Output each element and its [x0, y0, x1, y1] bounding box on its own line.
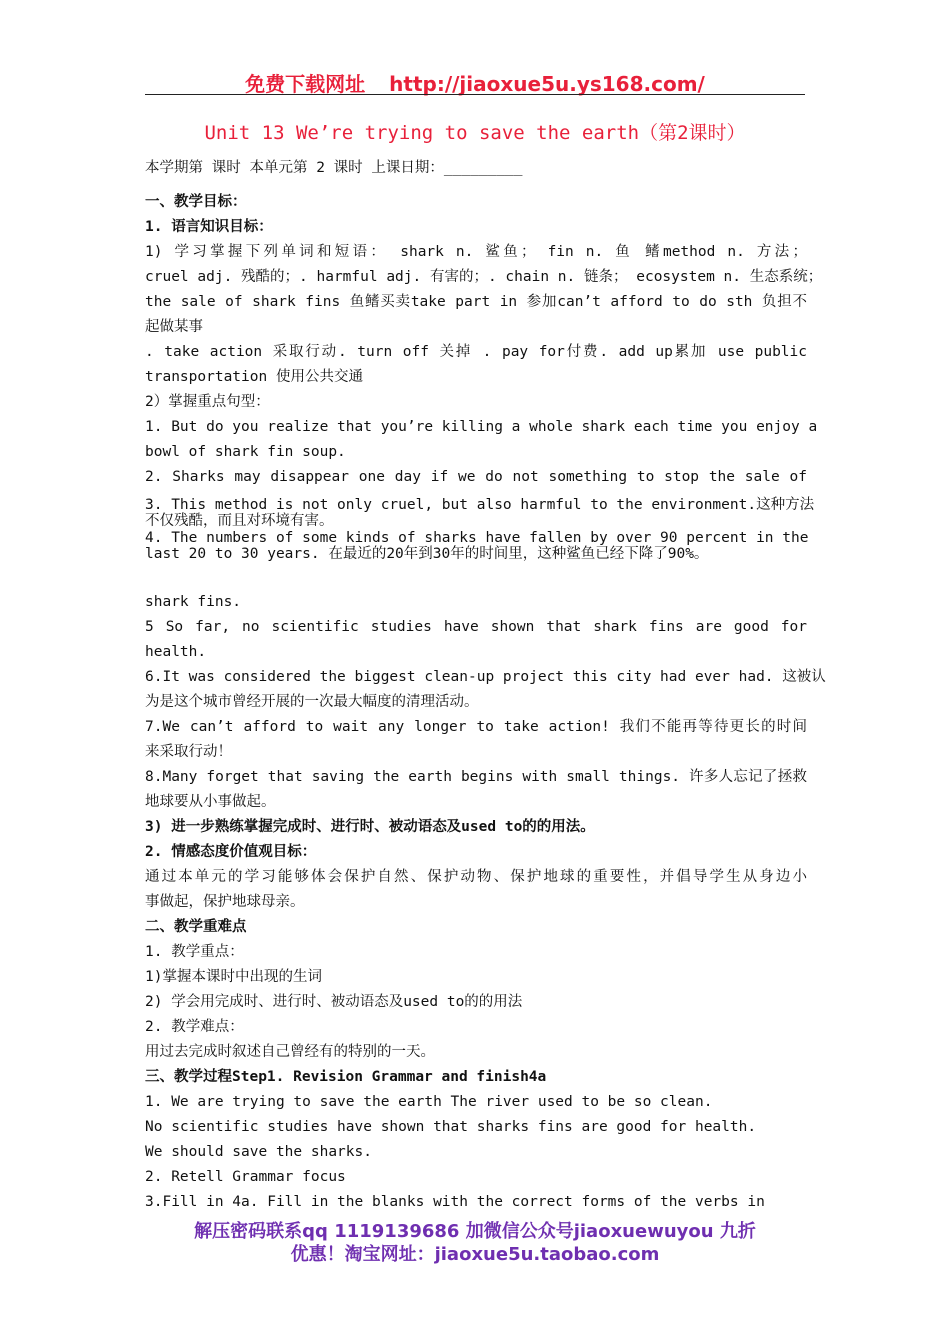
text-line: 3. This method is not only cruel, but also harmful to the environment.这种方法	[145, 497, 815, 513]
text-line: last 20 to 30 years. 在最近的20年到30年的时间里，这种鲨鱼已经下降了90%。	[145, 546, 709, 562]
text-line: cruel adj. 残酷的；. harmful adj. 有害的；. chain n. 链条； ecosystem n. 生态系统；	[145, 269, 823, 285]
text-line: 1)掌握本课时中出现的生词	[145, 969, 322, 985]
subsection-heading: 2. 情感态度价值观目标：	[145, 844, 317, 860]
text-line: the sale of shark fins 鱼鳍买卖take part in 参加can’t afford to do sth 负担不	[145, 294, 807, 310]
text-line: 事做起，保护地球母亲。	[145, 894, 305, 910]
text-line: 1. 教学重点：	[145, 944, 244, 960]
header-divider	[145, 94, 805, 95]
text-line: 3.Fill in 4a. Fill in the blanks with the correct forms of the verbs in	[145, 1194, 765, 1210]
text-line: transportation 使用公共交通	[145, 369, 363, 385]
text-line: 为是这个城市曾经开展的一次最大幅度的清理活动。	[145, 694, 479, 710]
text-line: 1) 学习掌握下列单词和短语： shark n. 鲨鱼； fin n. 鱼 鳍method n. 方法；	[145, 244, 807, 260]
text-line: 1. But do you realize that you’re killing a whole shark each time you enjoy a	[145, 419, 818, 435]
text-line: 地球要从小事做起。	[145, 794, 276, 810]
header-url[interactable]: http://jiaoxue5u.ys168.com/	[389, 72, 705, 96]
section-heading: 三、教学过程Step1. Revision Grammar and finish4a	[145, 1069, 547, 1085]
section-heading: 一、教学目标：	[145, 194, 247, 210]
footer-line-1: 解压密码联系qq 1119139686 加微信公众号jiaoxuewuyou 九折	[194, 1221, 756, 1242]
text-line: 2) 学会用完成时、进行时、被动语态及used to的的用法	[145, 994, 523, 1010]
text-line: health.	[145, 644, 207, 660]
page-footer	[145, 1220, 805, 1266]
text-line: 4. The numbers of some kinds of sharks have fallen by over 90 percent in the	[145, 530, 809, 546]
text-line: No scientific studies have shown that sharks fins are good for health.	[145, 1119, 757, 1135]
text-line: 8.Many forget that saving the earth begins with small things. 许多人忘记了拯救	[145, 769, 807, 785]
text-line: We should save the sharks.	[145, 1144, 372, 1160]
text-line: 7.We can’t afford to wait any longer to take action! 我们不能再等待更长的时间	[145, 719, 807, 735]
text-line: 2. Retell Grammar focus	[145, 1169, 346, 1185]
text-line: 通过本单元的学习能够体会保护自然、保护动物、保护地球的重要性，并倡导学生从身边小	[145, 869, 807, 885]
text-line: . take action 采取行动. turn off 关掉 . pay for付费. add up累加 use public	[145, 344, 807, 360]
text-line: 5 So far, no scientific studies have shown that shark fins are good for	[145, 619, 807, 635]
text-line: 用过去完成时叙述自己曾经有的特别的一天。	[145, 1044, 435, 1060]
text-line: 1. We are trying to save the earth The river used to be so clean.	[145, 1094, 713, 1110]
footer-line-2[interactable]: 优惠！淘宝网址：jiaoxue5u.taobao.com	[290, 1244, 660, 1265]
subsection-heading: 1. 语言知识目标：	[145, 219, 273, 235]
text-line: bowl of shark fin soup.	[145, 444, 346, 460]
text-line: 不仅残酷，而且对环境有害。	[145, 513, 334, 529]
section-heading: 二、教学重难点	[145, 919, 247, 935]
text-line: 来采取行动！	[145, 744, 232, 760]
text-line: 2）掌握重点句型：	[145, 394, 270, 410]
class-info-line: 本学期第 课时 本单元第 2 课时 上课日期：_________	[145, 160, 523, 176]
subsection-heading: 3) 进一步熟练掌握完成时、进行时、被动语态及used to的的用法。	[145, 819, 595, 835]
text-line: shark fins.	[145, 594, 242, 610]
text-line: 起做某事	[145, 319, 203, 335]
text-line: 2. Sharks may disappear one day if we do not something to stop the sale of	[145, 469, 807, 485]
document-title: Unit 13 We’re trying to save the earth（第2课时）	[204, 122, 746, 144]
header-label: 免费下载网址	[245, 72, 366, 96]
text-line: 2. 教学难点：	[145, 1019, 244, 1035]
text-line: 6.It was considered the biggest clean-up project this city had ever had. 这被认	[145, 669, 826, 685]
page-header	[145, 68, 805, 97]
